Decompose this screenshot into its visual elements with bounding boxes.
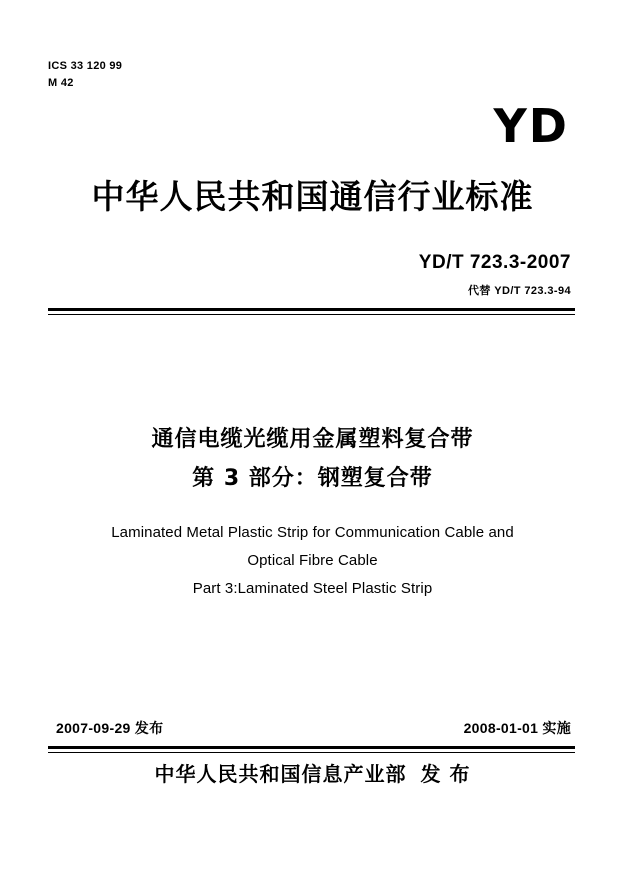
issuer-block [48,758,577,787]
divider-thick-line [48,308,575,311]
english-title-line2: Optical Fibre Cable [247,551,378,569]
english-title-line3: Part 3:Laminated Steel Plastic Strip [192,579,433,597]
chinese-title-line2: 第 3 部分：钢塑复合带 [192,466,433,491]
logo-row [48,99,577,159]
page-title: 中华人民共和国通信行业标准 [91,177,534,216]
ics-code-line: ICS 33 120 99 [48,60,123,72]
yd-logo: YD [493,99,569,153]
issuer-action: 发 布 [420,762,471,786]
divider-thin-line [48,314,575,315]
ics-classification-block [48,58,577,91]
dates-row [56,718,571,738]
header-divider [48,308,577,315]
english-title-block [48,519,577,602]
implementation-date: 2008-01-01 实施 [463,720,571,736]
footer-divider [48,746,575,753]
issue-date: 2007-09-29 发布 [56,720,164,736]
standard-number: YD/T 723.3-2007 [418,252,571,273]
cover-content [48,58,577,818]
title-block [48,423,577,602]
standard-replaces: 代替 YD/T 723.3-94 [468,285,571,297]
issuer-organization: 中华人民共和国信息产业部 [154,762,407,786]
footer-divider-thick-line [48,746,575,749]
footer-divider-thin-line [48,752,575,753]
english-title-line1: Laminated Metal Plastic Strip for Communication Cable and [111,524,514,541]
ccs-code-line: M 42 [48,76,74,89]
chinese-title-line1: 通信电缆光缆用金属塑料复合带 [151,427,474,452]
